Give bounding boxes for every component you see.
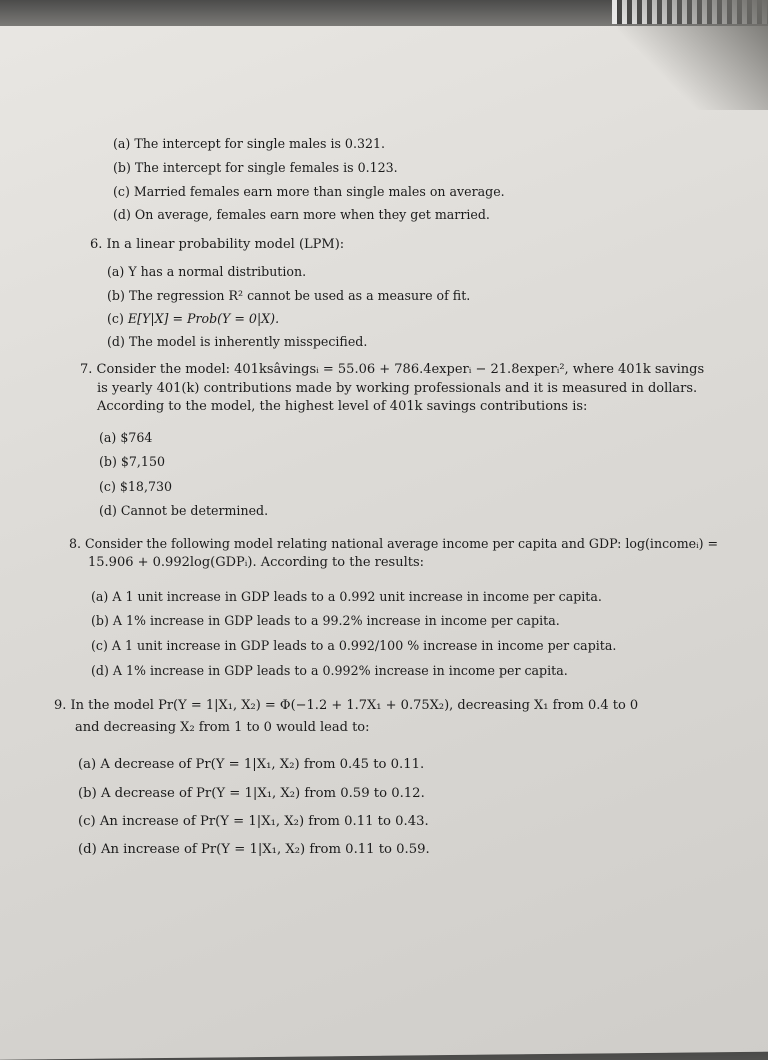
question-text: and decreasing X₂ from 1 to 0 would lead to:	[75, 720, 370, 735]
option-label: (c)	[91, 638, 108, 653]
option-label: (c)	[113, 184, 130, 199]
q8-option-b	[91, 613, 560, 628]
option-text: Y has a normal distribution.	[128, 264, 307, 279]
q7-option-c	[99, 479, 172, 494]
option-label: (d)	[107, 334, 125, 349]
option-label: (b)	[91, 613, 109, 628]
q6-stem	[90, 237, 344, 252]
q7-stem-line3	[97, 399, 587, 414]
option-text: $764	[120, 430, 153, 445]
q6-option-d	[107, 334, 367, 349]
option-text: A 1 unit increase in GDP leads to a 0.992 unit increase in income per capita.	[112, 589, 602, 604]
q8-stem-line1	[69, 536, 718, 551]
q5-option-d	[113, 207, 490, 222]
q8-stem-line2	[88, 555, 424, 570]
q9-stem-line1	[54, 698, 638, 713]
option-text: Married females earn more than single males on average.	[133, 184, 505, 199]
q6-option-c	[107, 311, 279, 326]
option-text: A 1% increase in GDP leads to a 99.2% increase in income per capita.	[112, 613, 560, 628]
q7-stem-line2	[97, 381, 697, 396]
option-text: E[Y|X] = Prob(Y = 0|X).	[127, 311, 280, 326]
option-label: (c)	[99, 479, 116, 494]
question-number: 9.	[54, 698, 67, 713]
q5-option-c	[113, 184, 505, 199]
option-text: An increase of Pr(Y = 1|X₁, X₂) from 0.11 to 0.59.	[100, 842, 430, 857]
option-text: $18,730	[119, 479, 172, 494]
option-label: (d)	[99, 503, 117, 518]
option-label: (c)	[78, 814, 96, 829]
question-text: According to the model, the highest level of 401k savings contributions is:	[97, 399, 588, 414]
q5-option-a	[113, 136, 385, 151]
option-label: (b)	[99, 454, 117, 469]
question-text: Consider the following model relating national average income per capita and GDP: log(incomeᵢ) =	[85, 536, 719, 551]
option-text: The regression R² cannot be used as a measure of fit.	[128, 288, 471, 303]
option-label: (d)	[113, 207, 131, 222]
question-number: 7.	[80, 362, 93, 377]
option-text: A 1% increase in GDP leads to a 0.992% increase in income per capita.	[112, 663, 568, 678]
option-text: The model is inherently misspecified.	[128, 334, 368, 349]
question-text: In the model Pr(Y = 1|X₁, X₂) = Φ(−1.2 + 1.7X₁ + 0.75X₂), decreasing X₁ from 0.4 to 0	[70, 698, 639, 713]
option-text: A decrease of Pr(Y = 1|X₁, X₂) from 0.45 to 0.11.	[100, 757, 425, 772]
option-label: (a)	[113, 136, 131, 151]
q8-option-a	[91, 589, 602, 604]
option-label: (a)	[91, 589, 109, 604]
q6-option-b	[107, 288, 470, 303]
q9-option-a	[78, 757, 424, 772]
option-label: (b)	[113, 160, 131, 175]
option-label: (a)	[107, 264, 125, 279]
option-text: Cannot be determined.	[120, 503, 269, 518]
option-label: (d)	[91, 663, 109, 678]
option-label: (b)	[78, 786, 97, 801]
question-text: 15.906 + 0.992log(GDPᵢ). According to the results:	[88, 555, 425, 570]
option-text: $7,150	[120, 454, 165, 469]
q8-option-c	[91, 638, 616, 653]
q7-stem-line1	[80, 362, 704, 377]
q7-option-b	[99, 454, 165, 469]
question-number: 6.	[90, 237, 103, 252]
q9-option-c	[78, 814, 429, 829]
q5-option-b	[113, 160, 398, 175]
question-text: In a linear probability model (LPM):	[106, 237, 345, 252]
option-label: (a)	[99, 430, 117, 445]
option-label: (b)	[107, 288, 125, 303]
q7-option-d	[99, 503, 268, 518]
q9-stem-line2	[75, 720, 370, 735]
q8-option-d	[91, 663, 568, 678]
q9-option-d	[78, 842, 430, 857]
option-text: The intercept for single males is 0.321.	[134, 136, 385, 151]
option-text: An increase of Pr(Y = 1|X₁, X₂) from 0.11 to 0.43.	[99, 814, 429, 829]
q6-option-a	[107, 264, 306, 279]
option-text: A 1 unit increase in GDP leads to a 0.992/100 % increase in income per capita.	[111, 638, 617, 653]
option-text: The intercept for single females is 0.123.	[134, 160, 398, 175]
option-label: (d)	[78, 842, 97, 857]
q7-option-a	[99, 430, 152, 445]
question-text: is yearly 401(k) contributions made by working professionals and it is measured in dollars.	[97, 381, 698, 396]
question-number: 8.	[69, 536, 82, 551]
option-text: On average, females earn more when they get married.	[134, 207, 490, 222]
option-text: A decrease of Pr(Y = 1|X₁, X₂) from 0.59 to 0.12.	[100, 786, 425, 801]
q9-option-b	[78, 786, 425, 801]
question-text: Consider the model: 401ksâvingsᵢ = 55.06 + 786.4experᵢ − 21.8experᵢ², where 401k savings	[96, 362, 705, 377]
option-label: (c)	[107, 311, 124, 326]
option-label: (a)	[78, 757, 97, 772]
